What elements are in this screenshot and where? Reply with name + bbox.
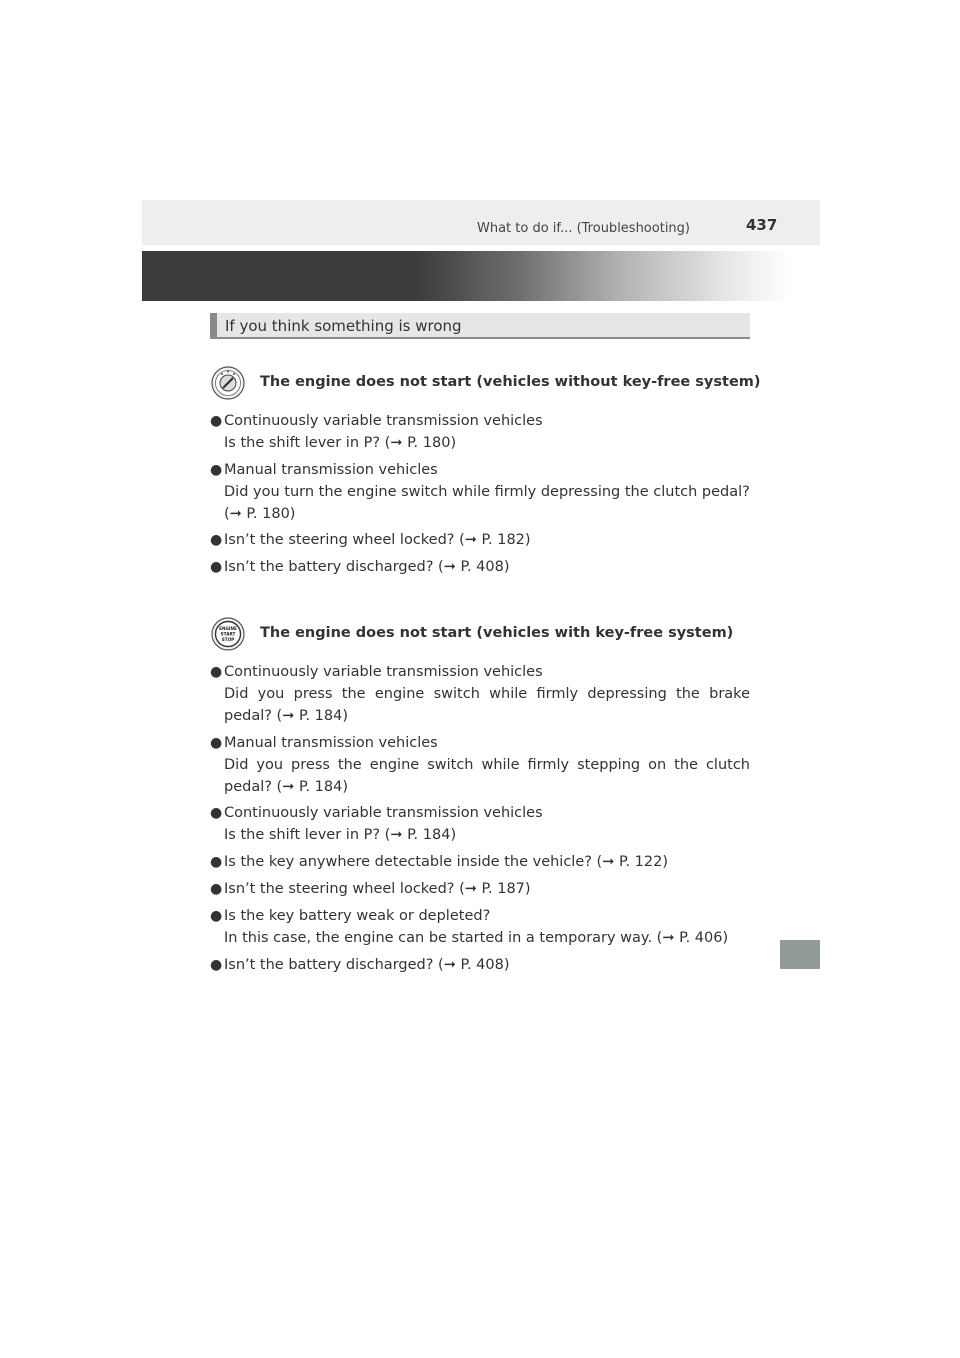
list-item-label: Manual transmission vehicles xyxy=(224,462,438,478)
bullet: ● xyxy=(210,413,223,429)
subsection-title: The engine does not start (vehicles without key-free system) xyxy=(260,374,761,390)
list-item-label: Continuously variable transmission vehicles xyxy=(224,664,543,680)
list-item-detail: pedal? (➞ P. 184) xyxy=(224,779,349,795)
bullet: ● xyxy=(210,881,223,897)
list-item xyxy=(210,802,750,846)
list-item-label: Continuously variable transmission vehicles xyxy=(224,805,543,821)
list-item-detail: Is the shift lever in P? (➞ P. 180) xyxy=(224,435,457,451)
list-item-label: Manual transmission vehicles xyxy=(224,735,438,751)
list-item-detail: Did you turn the engine switch while firmly depressing the clutch pedal? xyxy=(224,484,750,500)
bullet: ● xyxy=(210,664,223,680)
list-item-detail: pedal? (➞ P. 184) xyxy=(224,708,349,724)
bullet: ● xyxy=(210,735,223,751)
list-item-detail: Did you press the engine switch while firmly depressing the brake xyxy=(224,686,750,702)
bullet: ● xyxy=(210,559,223,575)
list-item-label: Is the key battery weak or depleted? xyxy=(224,908,491,924)
ignition-key-switch-icon xyxy=(211,366,245,400)
bullet: ● xyxy=(210,957,223,973)
bullet: ● xyxy=(210,462,223,478)
list-item xyxy=(210,556,750,578)
chapter-band xyxy=(142,251,790,301)
list-item-label: Isn’t the steering wheel locked? (➞ P. 182) xyxy=(224,532,531,548)
list-item-detail: In this case, the engine can be started in a temporary way. (➞ P. 406) xyxy=(224,930,729,946)
list-item-label: Continuously variable transmission vehicles xyxy=(224,413,543,429)
bullet: ● xyxy=(210,854,223,870)
page-number: 437 xyxy=(746,216,778,234)
list-item xyxy=(210,661,750,727)
chapter-side-tab xyxy=(780,940,820,969)
list-item-detail: Is the shift lever in P? (➞ P. 184) xyxy=(224,827,457,843)
list-item-detail: (➞ P. 180) xyxy=(224,506,296,522)
icon-text: STOP xyxy=(221,637,235,642)
engine-start-stop-button-icon xyxy=(211,617,245,651)
header-title: What to do if... (Troubleshooting) xyxy=(477,221,690,236)
list-item xyxy=(210,459,750,525)
list-item-detail: Did you press the engine switch while firmly stepping on the clutch xyxy=(224,757,750,773)
list-item xyxy=(210,410,750,454)
list-item xyxy=(210,954,750,976)
subsection-title: The engine does not start (vehicles with key-free system) xyxy=(260,625,734,641)
list-item-label: Isn’t the steering wheel locked? (➞ P. 187) xyxy=(224,881,531,897)
bullet: ● xyxy=(210,805,223,821)
list-item xyxy=(210,732,750,798)
list-item-label: Is the key anywhere detectable inside the vehicle? (➞ P. 122) xyxy=(224,854,669,870)
list-item xyxy=(210,851,750,873)
bullet: ● xyxy=(210,908,223,924)
bullet: ● xyxy=(210,532,223,548)
icon-text: START xyxy=(220,631,236,637)
icon-text: ENGINE xyxy=(219,626,237,631)
list-item xyxy=(210,905,750,949)
list-item xyxy=(210,878,750,900)
list-item-label: Isn’t the battery discharged? (➞ P. 408) xyxy=(224,957,510,973)
list-item-label: Isn’t the battery discharged? (➞ P. 408) xyxy=(224,559,510,575)
section-heading xyxy=(210,313,750,339)
list-item xyxy=(210,529,750,551)
section-heading-text: If you think something is wrong xyxy=(225,317,462,335)
